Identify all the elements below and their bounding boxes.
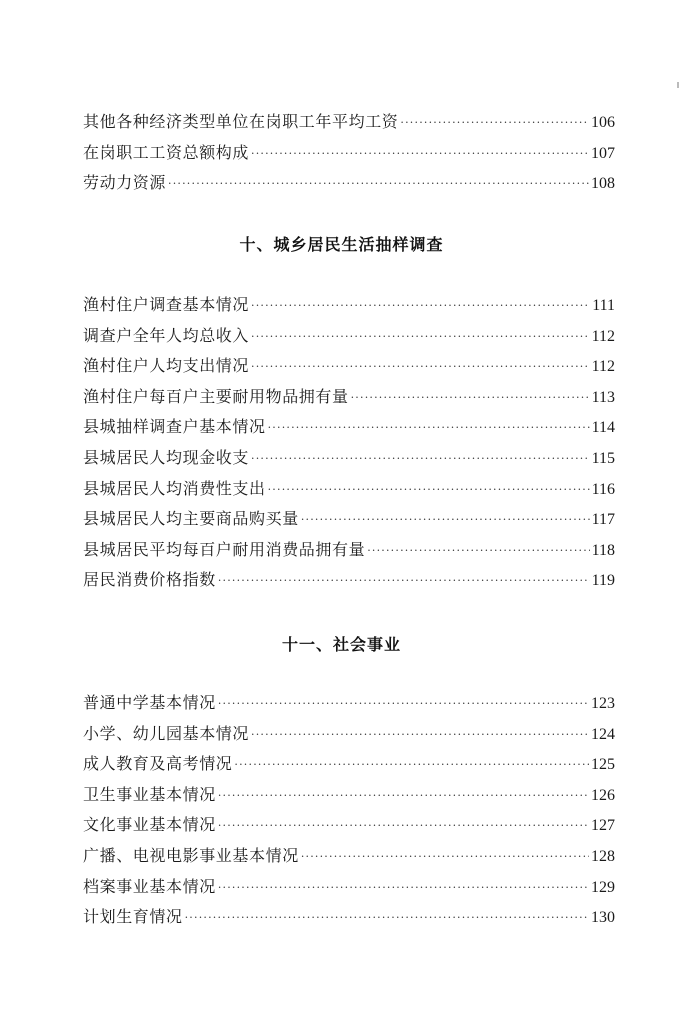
toc-entry-title: 计划生育情况 (83, 907, 183, 927)
toc-section-labor (83, 107, 615, 199)
toc-entry-title: 县城抽样调查户基本情况 (83, 417, 266, 437)
toc-section-living-survey (83, 290, 615, 596)
toc-entry-page: 126 (591, 786, 615, 804)
toc-entry-page: 111 (592, 297, 615, 314)
toc-entry-title: 渔村住户每百户主要耐用物品拥有量 (83, 386, 349, 406)
page-edge-mark (677, 82, 679, 88)
toc-entry[interactable] (83, 138, 615, 169)
toc-entry[interactable] (83, 382, 615, 413)
toc-entry-title: 成人教育及高考情况 (83, 754, 233, 774)
toc-entry[interactable] (83, 474, 615, 505)
dot-leader (301, 842, 589, 873)
dot-leader (367, 536, 589, 567)
toc-entry-page: 130 (591, 909, 615, 927)
dot-leader (218, 781, 589, 812)
dot-leader (251, 139, 589, 170)
toc-entry-title: 档案事业基本情况 (83, 876, 216, 896)
toc-entry-title: 居民消费价格指数 (83, 570, 216, 590)
toc-entry-title: 在岗职工工资总额构成 (83, 142, 250, 162)
toc-entry-title: 劳动力资源 (83, 173, 167, 193)
toc-entry-page: 119 (591, 572, 615, 590)
toc-entry[interactable] (83, 412, 615, 443)
dot-leader (251, 444, 590, 475)
dot-leader (168, 169, 589, 200)
toc-entry[interactable] (83, 902, 615, 933)
toc-entry-title: 调查户全年人均总收入 (83, 325, 250, 345)
toc-entry-page: 123 (591, 695, 615, 712)
dot-leader (251, 291, 590, 322)
toc-entry-title: 广播、电视电影事业基本情况 (83, 845, 299, 865)
toc-entry-page: 113 (591, 388, 615, 406)
toc-entry-page: 115 (591, 449, 615, 467)
toc-entry[interactable] (83, 535, 615, 566)
toc-entry-page: 114 (591, 419, 615, 437)
toc-entry[interactable] (83, 719, 615, 750)
dot-leader (251, 322, 590, 353)
toc-entry-page: 128 (591, 847, 615, 865)
toc-entry-title: 其他各种经济类型单位在岗职工年平均工资 (83, 112, 399, 131)
dot-leader (234, 750, 589, 781)
toc-entry[interactable] (83, 872, 615, 903)
toc-entry[interactable] (83, 841, 615, 872)
toc-entry-page: 127 (591, 817, 615, 835)
toc-entry[interactable] (83, 504, 615, 535)
dot-leader (218, 811, 589, 842)
toc-entry-page: 106 (591, 114, 615, 131)
toc-entry-title: 县城居民人均主要商品购买量 (83, 509, 299, 529)
toc-section-social-affairs (83, 688, 615, 933)
dot-leader (185, 903, 589, 934)
toc-entry-page: 108 (591, 175, 615, 193)
toc-entry-page: 124 (591, 725, 615, 743)
toc-entry-page: 112 (591, 327, 615, 345)
toc-entry-page: 125 (591, 756, 615, 774)
toc-entry-page: 112 (591, 358, 615, 376)
toc-entry[interactable] (83, 749, 615, 780)
dot-leader (251, 720, 589, 751)
dot-leader (351, 383, 590, 414)
dot-leader (218, 689, 589, 720)
toc-entry-title: 小学、幼儿园基本情况 (83, 723, 250, 743)
toc-entry-title: 渔村住户调查基本情况 (83, 295, 250, 314)
dot-leader (400, 108, 589, 139)
toc-entry-page: 116 (591, 480, 615, 498)
toc-entry-title: 渔村住户人均支出情况 (83, 356, 250, 376)
section-heading-living-survey: 十、城乡居民生活抽样调查 (239, 235, 444, 254)
toc-entry[interactable] (83, 810, 615, 841)
toc-entry[interactable] (83, 565, 615, 596)
dot-leader (218, 566, 590, 597)
toc-entry[interactable] (83, 321, 615, 352)
toc-entry-page: 118 (591, 541, 615, 559)
toc-entry[interactable] (83, 290, 615, 321)
toc-entry-page: 129 (591, 878, 615, 896)
dot-leader (251, 352, 590, 383)
toc-entry-page: 117 (591, 511, 615, 529)
toc-entry-title: 县城居民人均消费性支出 (83, 478, 266, 498)
toc-entry-page: 107 (591, 144, 615, 162)
toc-entry-title: 普通中学基本情况 (83, 693, 216, 712)
dot-leader (268, 475, 590, 506)
toc-entry[interactable] (83, 688, 615, 719)
toc-entry[interactable] (83, 443, 615, 474)
dot-leader (268, 413, 590, 444)
toc-entry[interactable] (83, 351, 615, 382)
toc-entry[interactable] (83, 168, 615, 199)
dot-leader (218, 873, 589, 904)
toc-entry-title: 县城居民人均现金收支 (83, 447, 250, 467)
toc-entry[interactable] (83, 780, 615, 811)
toc-entry-title: 文化事业基本情况 (83, 815, 216, 835)
dot-leader (301, 505, 590, 536)
section-heading-social-affairs: 十一、社会事业 (281, 635, 401, 654)
toc-entry-title: 县城居民平均每百户耐用消费品拥有量 (83, 539, 366, 559)
toc-entry[interactable] (83, 107, 615, 138)
toc-entry-title: 卫生事业基本情况 (83, 784, 216, 804)
